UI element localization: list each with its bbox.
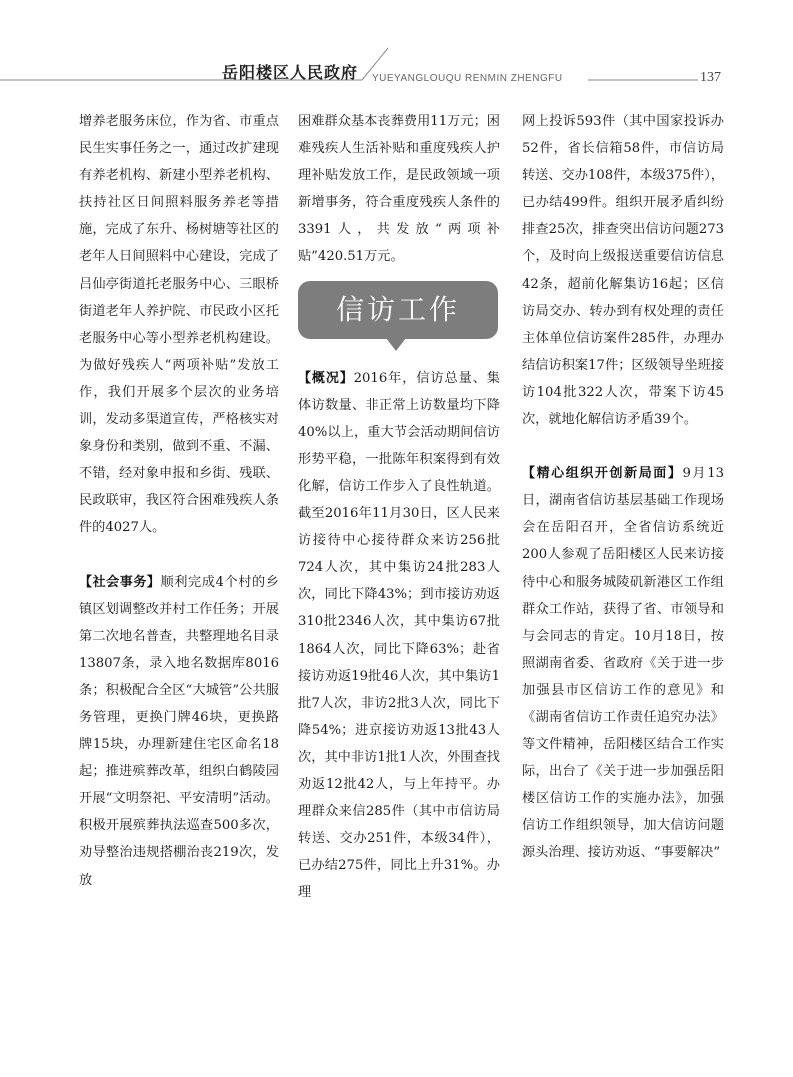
paragraph-social-affairs xyxy=(79,569,279,894)
column-3 xyxy=(522,108,724,867)
bubble-tail xyxy=(386,338,406,351)
page-number: 137 xyxy=(700,70,721,85)
section-tag-innovation: 【精心组织开创新局面】 xyxy=(522,466,683,482)
column-2 xyxy=(298,108,500,906)
section-heading-bubble xyxy=(298,281,498,339)
column-1 xyxy=(79,108,279,894)
section-tag-social-affairs: 【社会事务】 xyxy=(79,574,161,590)
paragraph-overview xyxy=(298,365,500,907)
overview-text: 2016年，信访总量、集体访数量、非正常上访数量均下降40%以上，重大节会活动期间信访形势平稳，一批陈年积案得到有效化解，信访工作步入了良性轨道。截至2016年11月30日，区人民来访接待中心接待群众来访256批724人次，其中集访24批283人次，同比下降43%；到市接访劝返310批2346人次，其中集访67批1864人次，同比下降63%；赴省接访劝返19批46人次，其中集访1批7人次，非访2批3人次，同比下降54%；进京接访劝返13批43人次，其中非访1批1人次，外围查找劝返12批42人，与上年持平。办理群众来信285件（其中市信访局转送、交办251件，本级34件），已办结275件，同比上升31%。办理 xyxy=(298,370,500,901)
paragraph-elderly-care: 增养老服务床位，作为省、市重点民生实事任务之一，通过改扩建现有养老机构、新建小型养老机构、扶持社区日间照料服务养老等措施，完成了东升、杨树塘等社区的老年人日间照料中心建设，完成了吕仙亭街道托老服务中心、三眼桥街道老年人养护院、市民政小区托老服务中心等小型养老机构建设。为做好残疾人“两项补贴”发放工作，我们开展多个层次的业务培训，发动多渠道宣传，严格核实对象身份和类别，做到不重、不漏、不错，经对象申报和乡街、残联、民政联审，我区符合困难残疾人条件的4027人。 xyxy=(79,114,279,536)
header-subtitle: YUEYANGLOUQU RENMIN ZHENGFU xyxy=(372,73,563,84)
header-rule xyxy=(0,0,793,100)
innovation-text: 9月13日，湖南省信访基层基础工作现场会在岳阳召开，全省信访系统近200人参观了岳阳楼区人民来访接待中心和服务城陵矶新港区工作组群众工作站，获得了省、市领导和与会同志的肯定。10月18日，按照湖南省委、省政府《关于进一步加强县市区信访工作的意见》和《湖南省信访工作责任追究办法》等文件精神，岳阳楼区结合工作实际，出台了《关于进一步加强岳阳楼区信访工作的实施办法》，加强信访工作组织领导，加大信访问题源头治理、接访劝返、“事要解决” xyxy=(522,466,724,861)
section-tag-overview: 【概况】 xyxy=(298,370,354,386)
paragraph-funeral-subsidy: 困难群众基本丧葬费用11万元；困难残疾人生活补贴和重度残疾人护理补贴发放工作，是民政领域一项新增事务，符合重度残疾人条件的3391人，共发放“两项补贴”420.51万元。 xyxy=(298,114,500,265)
paragraph-innovation xyxy=(522,460,724,866)
paragraph-online-complaints: 网上投诉593件（其中国家投诉办52件，省长信箱58件，市信访局转送、交办108件，本级375件），已办结499件。组织开展矛盾纠纷排查25次，排查突出信访问题273个，及时向上级报送重要信访信息42条，超前化解集访16起；区信访局交办、转办到有权处理的责任主体单位信访案件285件，办理办结信访积案17件；区级领导坐班接访104批322人次，带案下访45次，就地化解信访矛盾39个。 xyxy=(522,114,724,428)
social-affairs-text: 顺利完成4个村的乡镇区划调整改并村工作任务；开展第二次地名普查，共整理地名目录13807条，录入地名数据库8016条；积极配合全区“大城管”公共服务管理，更换门牌46块，更换路牌15块，办理新建住宅区命名18起；推进殡葬改革，组织白鹤陵园开展“文明祭祀、平安清明”活动。积极开展殡葬执法巡查500多次，劝导整治违规搭棚治丧219次，发放 xyxy=(79,574,279,888)
section-heading-text: 信访工作 xyxy=(335,293,460,327)
header-title: 岳阳楼区人民政府 xyxy=(222,63,359,82)
